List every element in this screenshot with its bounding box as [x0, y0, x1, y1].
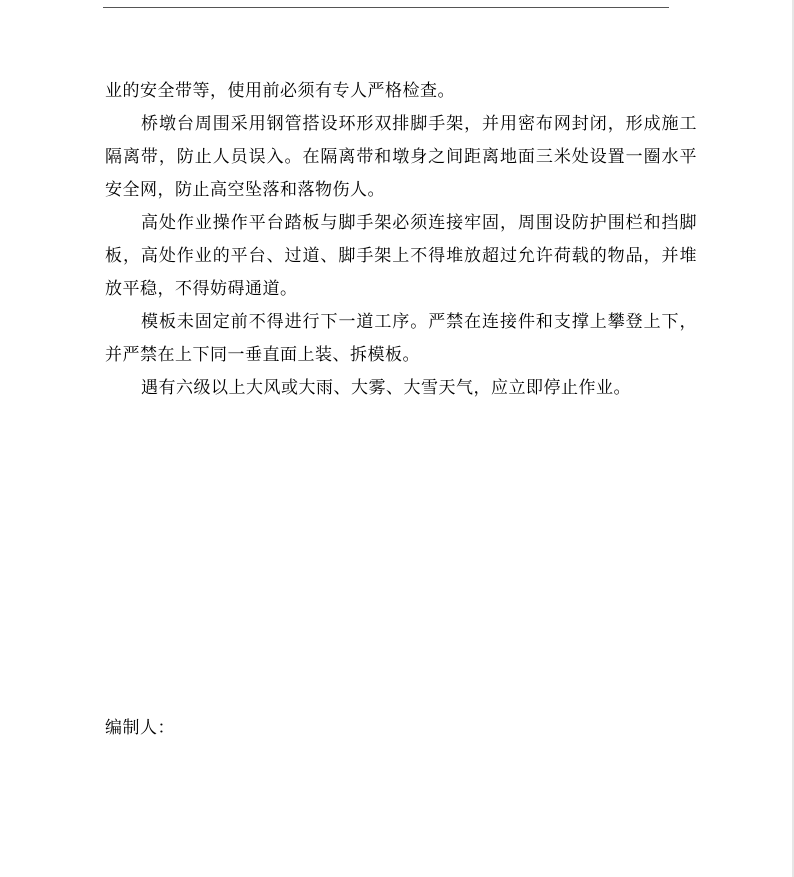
- paragraph-formwork: 模板未固定前不得进行下一道工序。严禁在连接件和支撑上攀登上下，并严禁在上下同一垂直面上装、拆模板。: [105, 312, 697, 365]
- paragraph-continuation: 业的安全带等，使用前必须有专人严格检查。: [105, 81, 455, 101]
- signature-label: 编制人：: [105, 718, 175, 738]
- header-rule: [103, 7, 669, 8]
- paragraph-work-platform: 高处作业操作平台踏板与脚手架必须连接牢固，周围设防护围栏和挡脚板，高处作业的平台、过道、脚手架上不得堆放超过允许荷载的物品，并堆放平稳，不得妨碍通道。: [105, 213, 697, 299]
- paragraph-weather-stop: 遇有六级以上大风或大雨、大雾、大雪天气，应立即停止作业。: [141, 378, 631, 398]
- document-body: [105, 75, 697, 405]
- paragraph-scaffold-isolation: 桥墩台周围采用钢管搭设环形双排脚手架，并用密布网封闭，形成施工隔离带，防止人员误入。在隔离带和墩身之间距离地面三米处设置一圈水平安全网，防止高空坠落和落物伤人。: [105, 114, 697, 200]
